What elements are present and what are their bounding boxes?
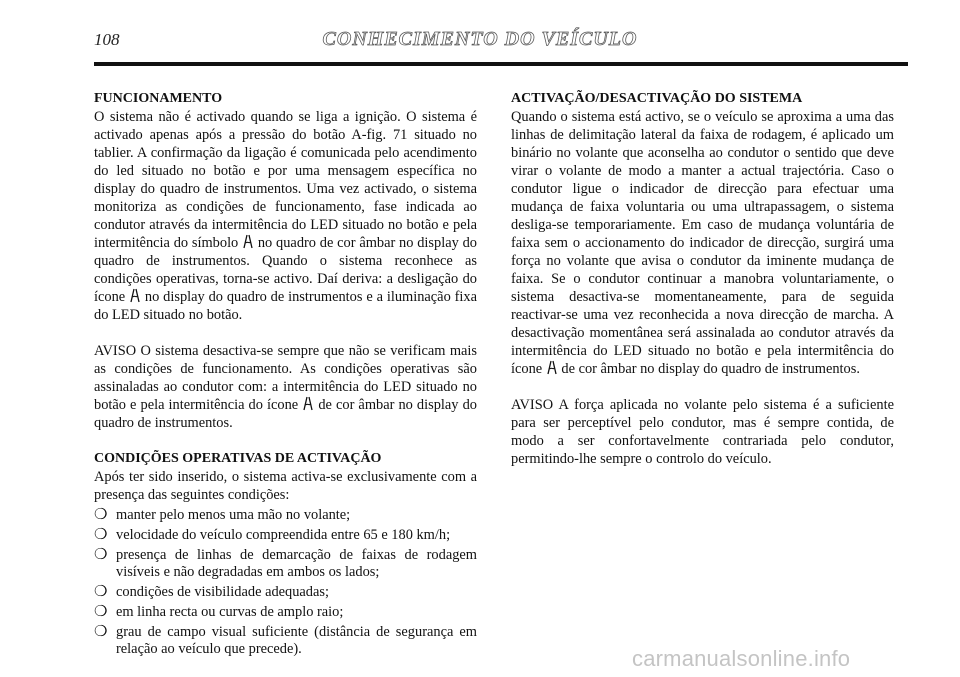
bullet-marker: ❍ (94, 604, 108, 620)
bullet-marker: ❍ (94, 624, 108, 640)
list-item: ❍ grau de campo visual suficiente (distância de segurança em relação ao veículo que precede). (94, 624, 477, 657)
left-column (94, 90, 477, 658)
page-header (0, 0, 960, 70)
bullet-marker: ❍ (94, 507, 108, 523)
header-rule (94, 62, 908, 66)
condicoes-heading: CONDIÇÕES OPERATIVAS DE ACTIVAÇÃO (94, 451, 382, 466)
list-item: ❍ velocidade do veículo compreendida entre 65 e 180 km/h; (94, 527, 451, 543)
activacao-paragraph: Quando o sistema está activo, se o veículo se aproxima a uma das linhas de delimitação lateral da faixa de rodagem, é aplicado um binário no volante que aconselha ao condutor o sentido que deve virar o volante de modo a manter a actual trajectória. Caso o condutor ligue o indicador de direcção para efectuar uma mudança de faixa voluntaria ou uma ultrapassagem, o sistema desliga-se temporariamente. Em caso de mudança voluntária de faixa sem o accionamento do indicador de direcção, surgirá uma força no volante que avisa o condutor da iminente mudança de faixa. Se o condutor continuar a manobra voluntariamente, o sistema desactiva-se momentaneamente, para de seguida reactivar-se uma vez reconhecida a nova direcção de marcha. A desactivação momentânea será assinalada ao condutor através da intermitência do LED situado no botão e pela intermitência do ícone de cor âmbar no display do quadro de instrumentos. (511, 109, 894, 377)
page-number: 108 (94, 30, 120, 49)
condicoes-intro: Após ter sido inserido, o sistema activa-se exclusivamente com a presença das seguintes condições: (94, 469, 477, 503)
bullet-marker: ❍ (94, 547, 108, 563)
list-item: ❍ em linha recta ou curvas de amplo raio; (94, 604, 344, 620)
section-title: CONHECIMENTO DO VEÍCULO (322, 28, 638, 50)
funcionamento-heading: FUNCIONAMENTO (94, 91, 223, 106)
lane-assist-icon (129, 288, 141, 303)
bullet-marker: ❍ (94, 527, 108, 543)
right-column (511, 90, 894, 468)
list-item: ❍ presença de linhas de demarcação de faixas de rodagem visíveis e não degradadas em ambos os lados; (94, 547, 477, 580)
watermark: carmanualsonline.info (632, 646, 851, 671)
activacao-heading: ACTIVAÇÃO/DESACTIVAÇÃO DO SISTEMA (511, 91, 803, 106)
list-item: ❍ condições de visibilidade adequadas; (94, 584, 329, 600)
bullet-marker: ❍ (94, 584, 108, 600)
lane-assist-icon (302, 396, 314, 411)
condicoes-list (94, 507, 477, 658)
funcionamento-paragraph: O sistema não é activado quando se liga a ignição. O sistema é activado apenas após a pressão do botão A-fig. 71 situado no tablier. A confirmação da ligação é comunicada pelo acendimento do led situado no botão e por uma mensagem específica no display do quadro de instrumentos. Uma vez activado, o sistema monitoriza as condições de funcionamento, fase indicada ao condutor através da intermitência do LED situado no botão e pela intermitência do símbolo no quadro de cor âmbar no display do quadro de instrumentos. Quando o sistema reconhece as condições operativas, torna-se activo. Daí deriva: a desligação do ícone no display do quadro de instrumentos e a iluminação fixa do LED situado no botão. (94, 109, 477, 323)
lane-assist-icon (546, 360, 558, 375)
list-item: ❍ manter pelo menos uma mão no volante; (94, 507, 351, 523)
aviso-forca-paragraph: AVISO A força aplicada no volante pelo sistema é a suficiente para ser perceptível pelo condutor, mas é sempre contida, de modo a ser confortavelmente contrariada pelo condutor, permitindo-lhe sempre o controlo do veículo. (511, 397, 894, 467)
aviso-paragraph: AVISO O sistema desactiva-se sempre que não se verificam mais as condições de funcionamento. As condições operativas são assinaladas ao condutor com: a intermitência do LED situado no botão e pela intermitência do ícone de cor âmbar no display do quadro de instrumentos. (94, 343, 477, 431)
lane-assist-icon (242, 234, 254, 249)
